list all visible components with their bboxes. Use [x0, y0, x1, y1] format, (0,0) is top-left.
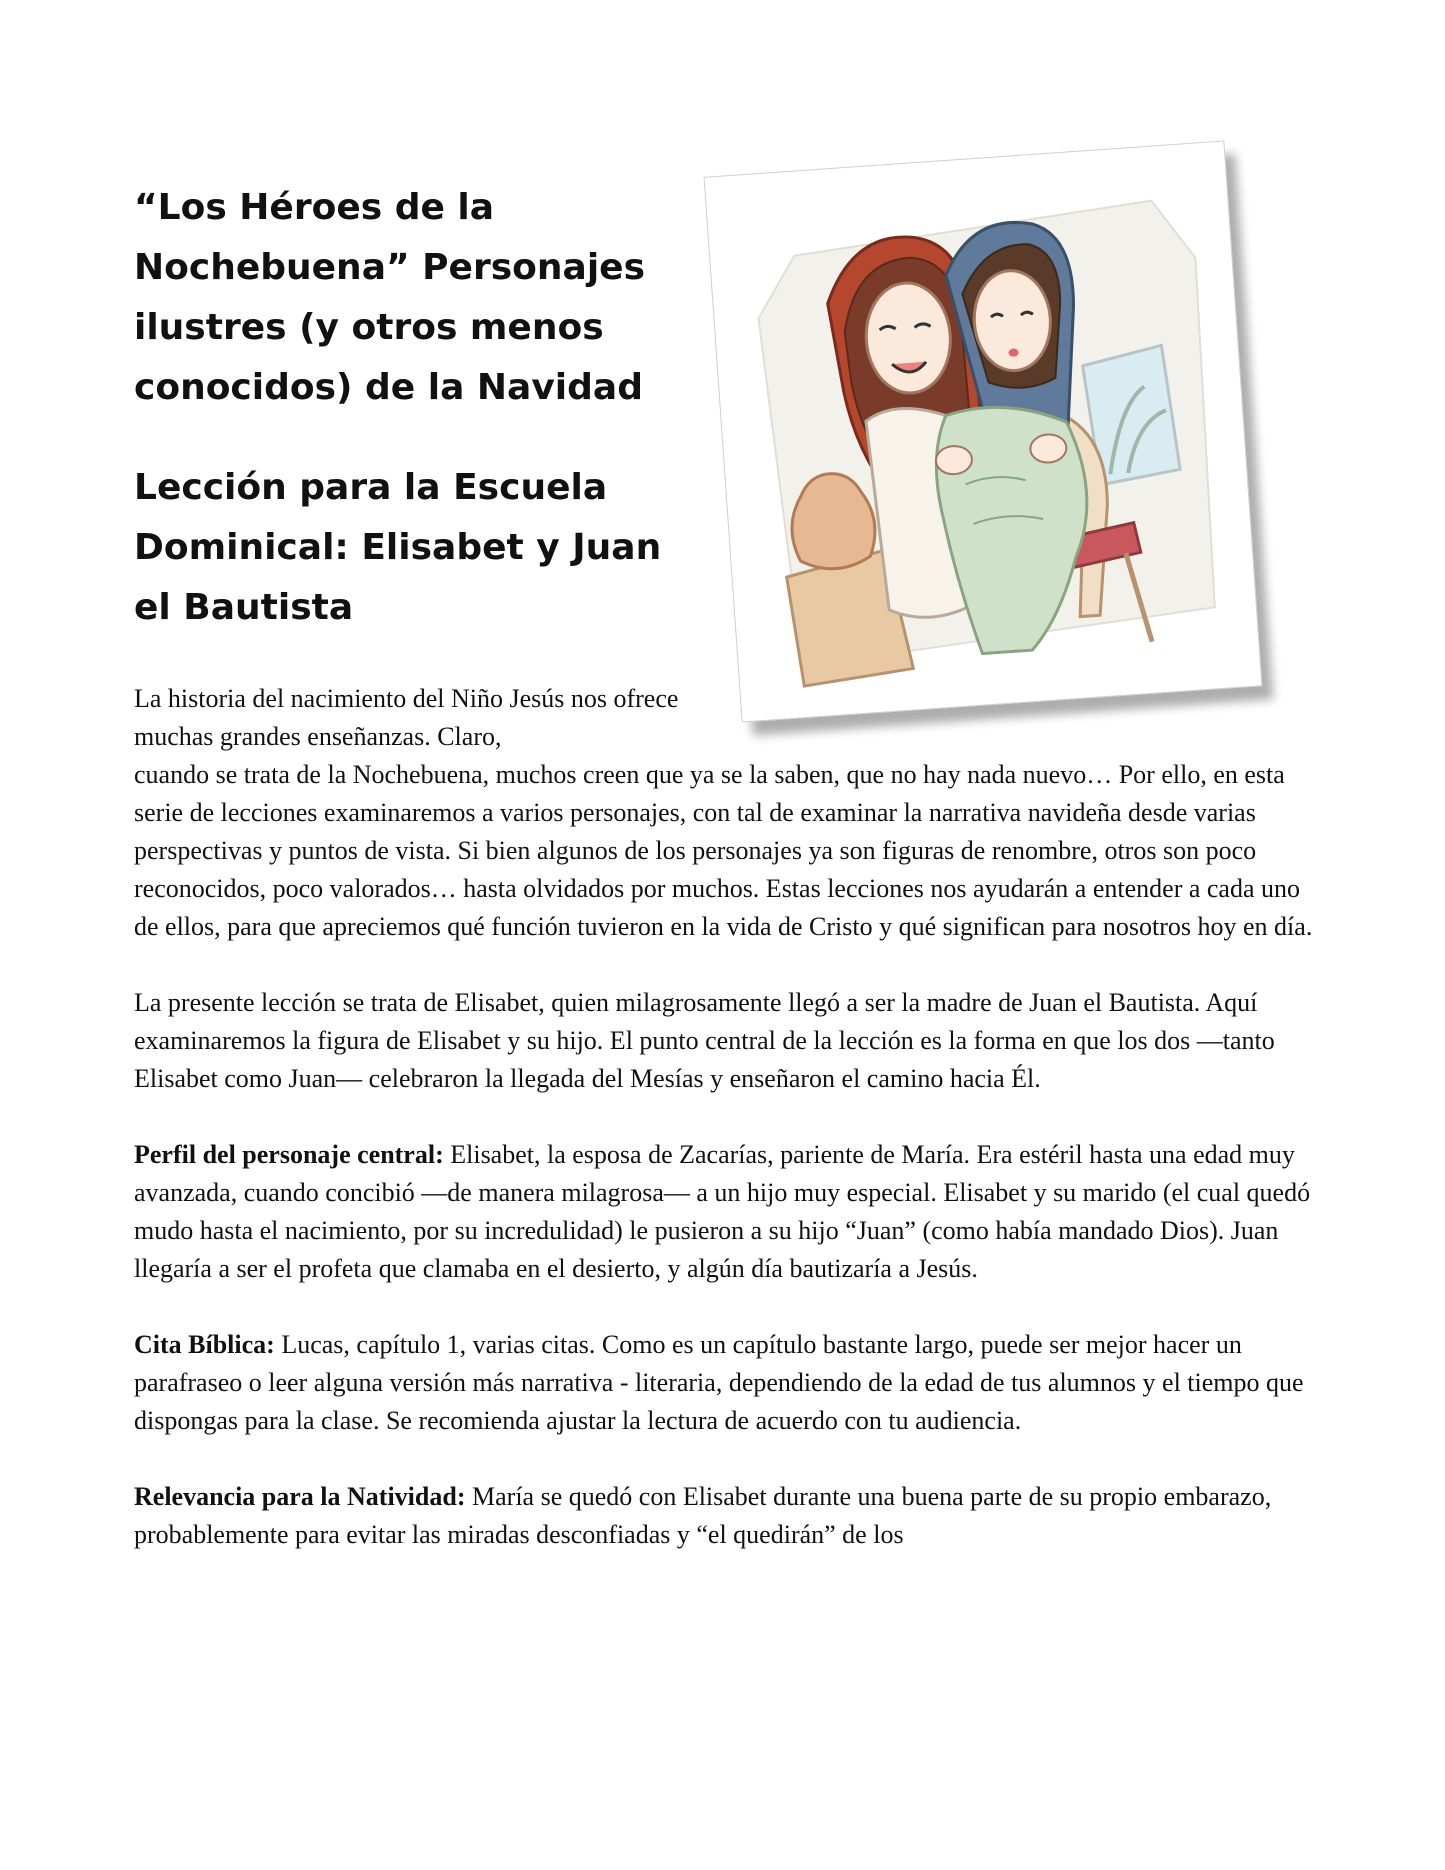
intro-paragraph-start: La historia del nacimiento del Niño Jesús nos ofrece muchas grandes enseñanzas. Claro, [134, 684, 679, 751]
cita-text: Lucas, capítulo 1, varias citas. Como es un capítulo bastante largo, puede ser mejor hacer un parafraseo o leer alguna versión más narrativa - literaria, dependiendo de la edad de tus alumnos y el tiempo que dispongas para la clase. Se recomienda ajustar la lectura de acuerdo con tu audiencia. [134, 1330, 1304, 1435]
perfil-text: Elisabet, la esposa de Zacarías, pariente de María. Era estéril hasta una edad muy avanzada, cuando concibió —de manera milagrosa— a un hijo muy especial. Elisabet y su marido (el cual quedó mudo hasta el nacimiento, por su incredulidad) le pusieron a su hijo “Juan” (como había mandado Dios). Juan llegaría a ser el profeta que clamaba en el desierto, y algún día bautizaría a Jesús. [134, 1140, 1311, 1283]
relevancia-paragraph [134, 1478, 1314, 1554]
relevancia-label: Relevancia para la Natividad: [134, 1482, 466, 1511]
perfil-label: Perfil del personaje central: [134, 1140, 444, 1169]
lesson-subtitle: Lección para la Escuela Dominical: Elisabet y Juan el Bautista [134, 467, 662, 628]
document-title: “Los Héroes de la Nochebuena” Personajes ilustres (y otros menos conocidos) de la Navidad [134, 187, 645, 408]
intro-paragraph-rest: cuando se trata de la Nochebuena, muchos creen que ya se la saben, que no hay nada nuevo… Por ello, en esta serie de lecciones examinaremos a varios personajes, con tal de examinar la narrativa navideña desde varias perspectivas y puntos de vista. Si bien algunos de los personajes ya son figuras de renombre, otros son poco reconocidos, poco valorados… hasta olvidados por muchos. Estas lecciones nos ayudarán a entender a cada uno de ellos, para que apreciemos qué función tuvieron en la vida de Cristo y qué significan para nosotros hoy en día. [134, 760, 1313, 941]
relevancia-text: María se quedó con Elisabet durante una buena parte de su propio embarazo, probablemente para evitar las miradas desconfiadas y “el quedirán” de los [134, 1482, 1272, 1549]
cita-paragraph [134, 1326, 1314, 1440]
elisabet-maria-illustration-icon [730, 167, 1236, 696]
perfil-paragraph [134, 1136, 1314, 1288]
illustration-frame [704, 140, 1263, 722]
presente-paragraph: La presente lección se trata de Elisabet, quien milagrosamente llegó a ser la madre de Juan el Bautista. Aquí examinaremos la figura de Elisabet y su hijo. El punto central de la lección es la forma en que los dos —tanto Elisabet como Juan— celebraron la llegada del Mesías y enseñaron el camino hacia Él. [134, 988, 1275, 1093]
cita-label: Cita Bíblica: [134, 1330, 275, 1359]
document-body [134, 756, 1314, 1592]
